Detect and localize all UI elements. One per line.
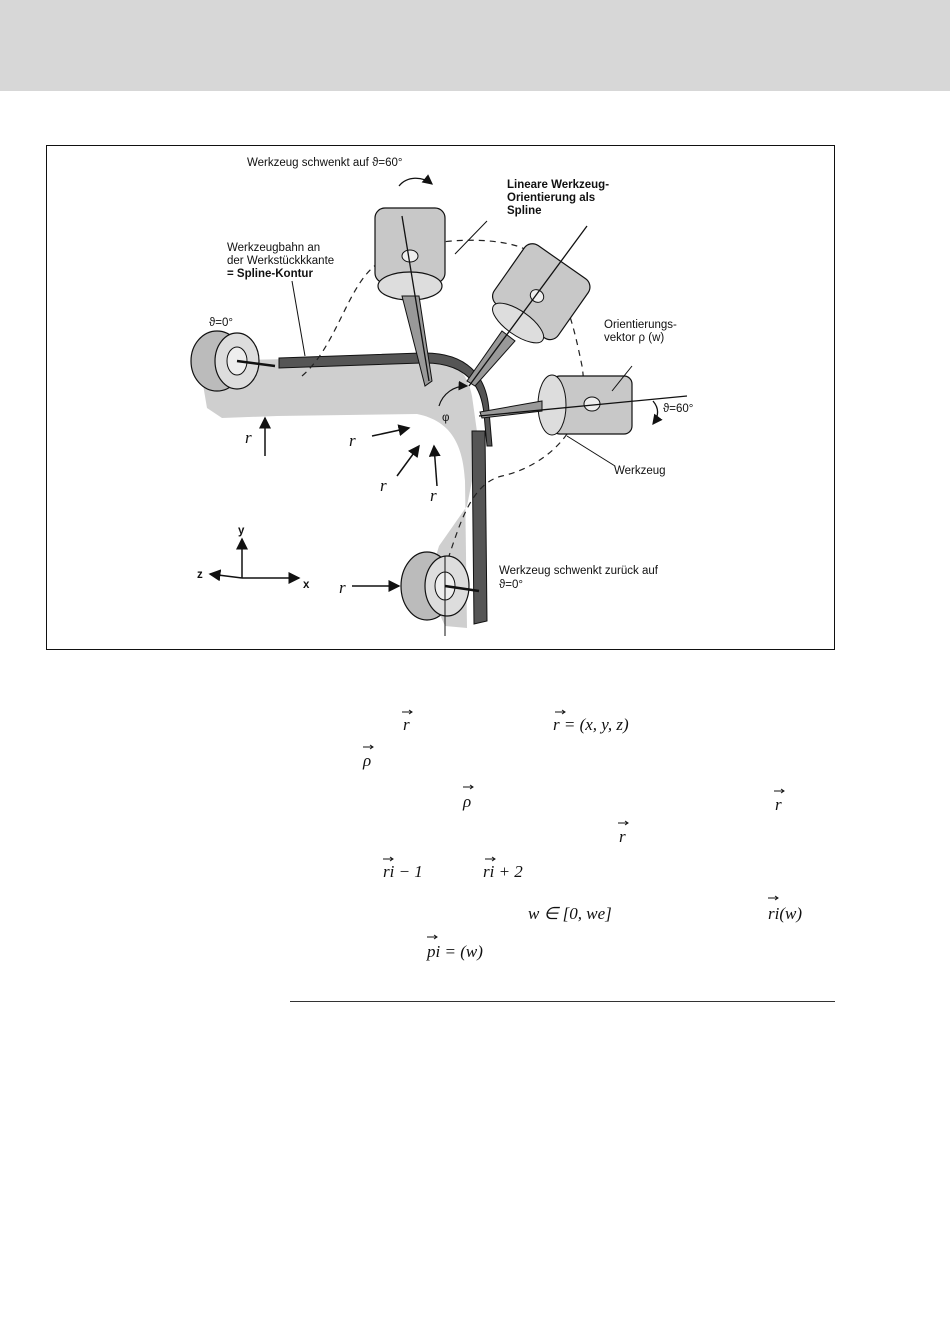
figure-frame [46,145,835,650]
label-swing-back-1: Werkzeug schwenkt zurück auf [499,565,658,577]
formula-r-def: r = (x, y, z) [553,715,629,734]
formula-fragments [290,690,835,990]
formula-r2: r [775,795,782,814]
label-path-1: Werkzeugbahn an [227,242,321,254]
r-label-3: r [380,476,387,495]
leader-path [292,281,305,356]
tool-diagonal [467,226,594,386]
label-linear-1: Lineare Werkzeug- [507,179,610,191]
formula-rho2: ρ [463,792,472,811]
label-theta0-top: ϑ=0° [209,317,233,329]
formula-w-range: w ∈ [0, we] [528,904,612,923]
r-arrow-4 [434,446,437,486]
leader-linear [455,221,487,254]
r-arrow-2 [372,428,409,436]
axis-z-line [210,574,242,578]
r-label-5: r [339,578,346,597]
tool-bottom [401,552,479,636]
page-header-band [0,0,950,91]
formula-n-ip2: ri + 2 [483,862,523,881]
label-theta60-right: ϑ=60° [663,403,694,415]
theta-arc-right [653,401,658,424]
formula-ri-w: ri(w) [768,904,802,923]
formula-pi-w: pi = (w) [427,942,483,961]
r-label-1: r [245,428,252,447]
formula-n-im1: ri − 1 [383,862,423,881]
theta-arc-top [399,178,432,186]
axis-x-label: x [303,579,310,591]
label-path-2: der Werkstückkkante [227,255,335,267]
formula-area [290,690,835,990]
axis-y-label: y [238,525,245,537]
label-linear-3: Spline [507,205,542,217]
workpiece-edge-right [472,431,487,624]
formula-r1: r [403,715,410,734]
label-path-3: = Spline-Kontur [227,268,313,280]
label-phi: φ [442,412,450,424]
axis-z-label: z [197,569,203,581]
section-divider [290,1001,835,1002]
formula-r3: r [619,827,626,846]
label-swing-back-2: ϑ=0° [499,579,523,591]
label-tool: Werkzeug [614,465,666,477]
label-swing-up: Werkzeug schwenkt auf ϑ=60° [247,157,403,169]
label-linear-2: Orientierung als [507,192,596,204]
r-label-2: r [349,431,356,450]
r-label-4: r [430,486,437,505]
leader-tool [567,436,615,466]
label-orient-2: vektor ρ (w) [604,332,665,344]
formula-rho1: ρ [363,751,372,770]
r-arrow-3 [397,446,419,476]
spline-orientation-diagram [47,146,836,651]
label-orient-1: Orientierungs- [604,319,677,331]
